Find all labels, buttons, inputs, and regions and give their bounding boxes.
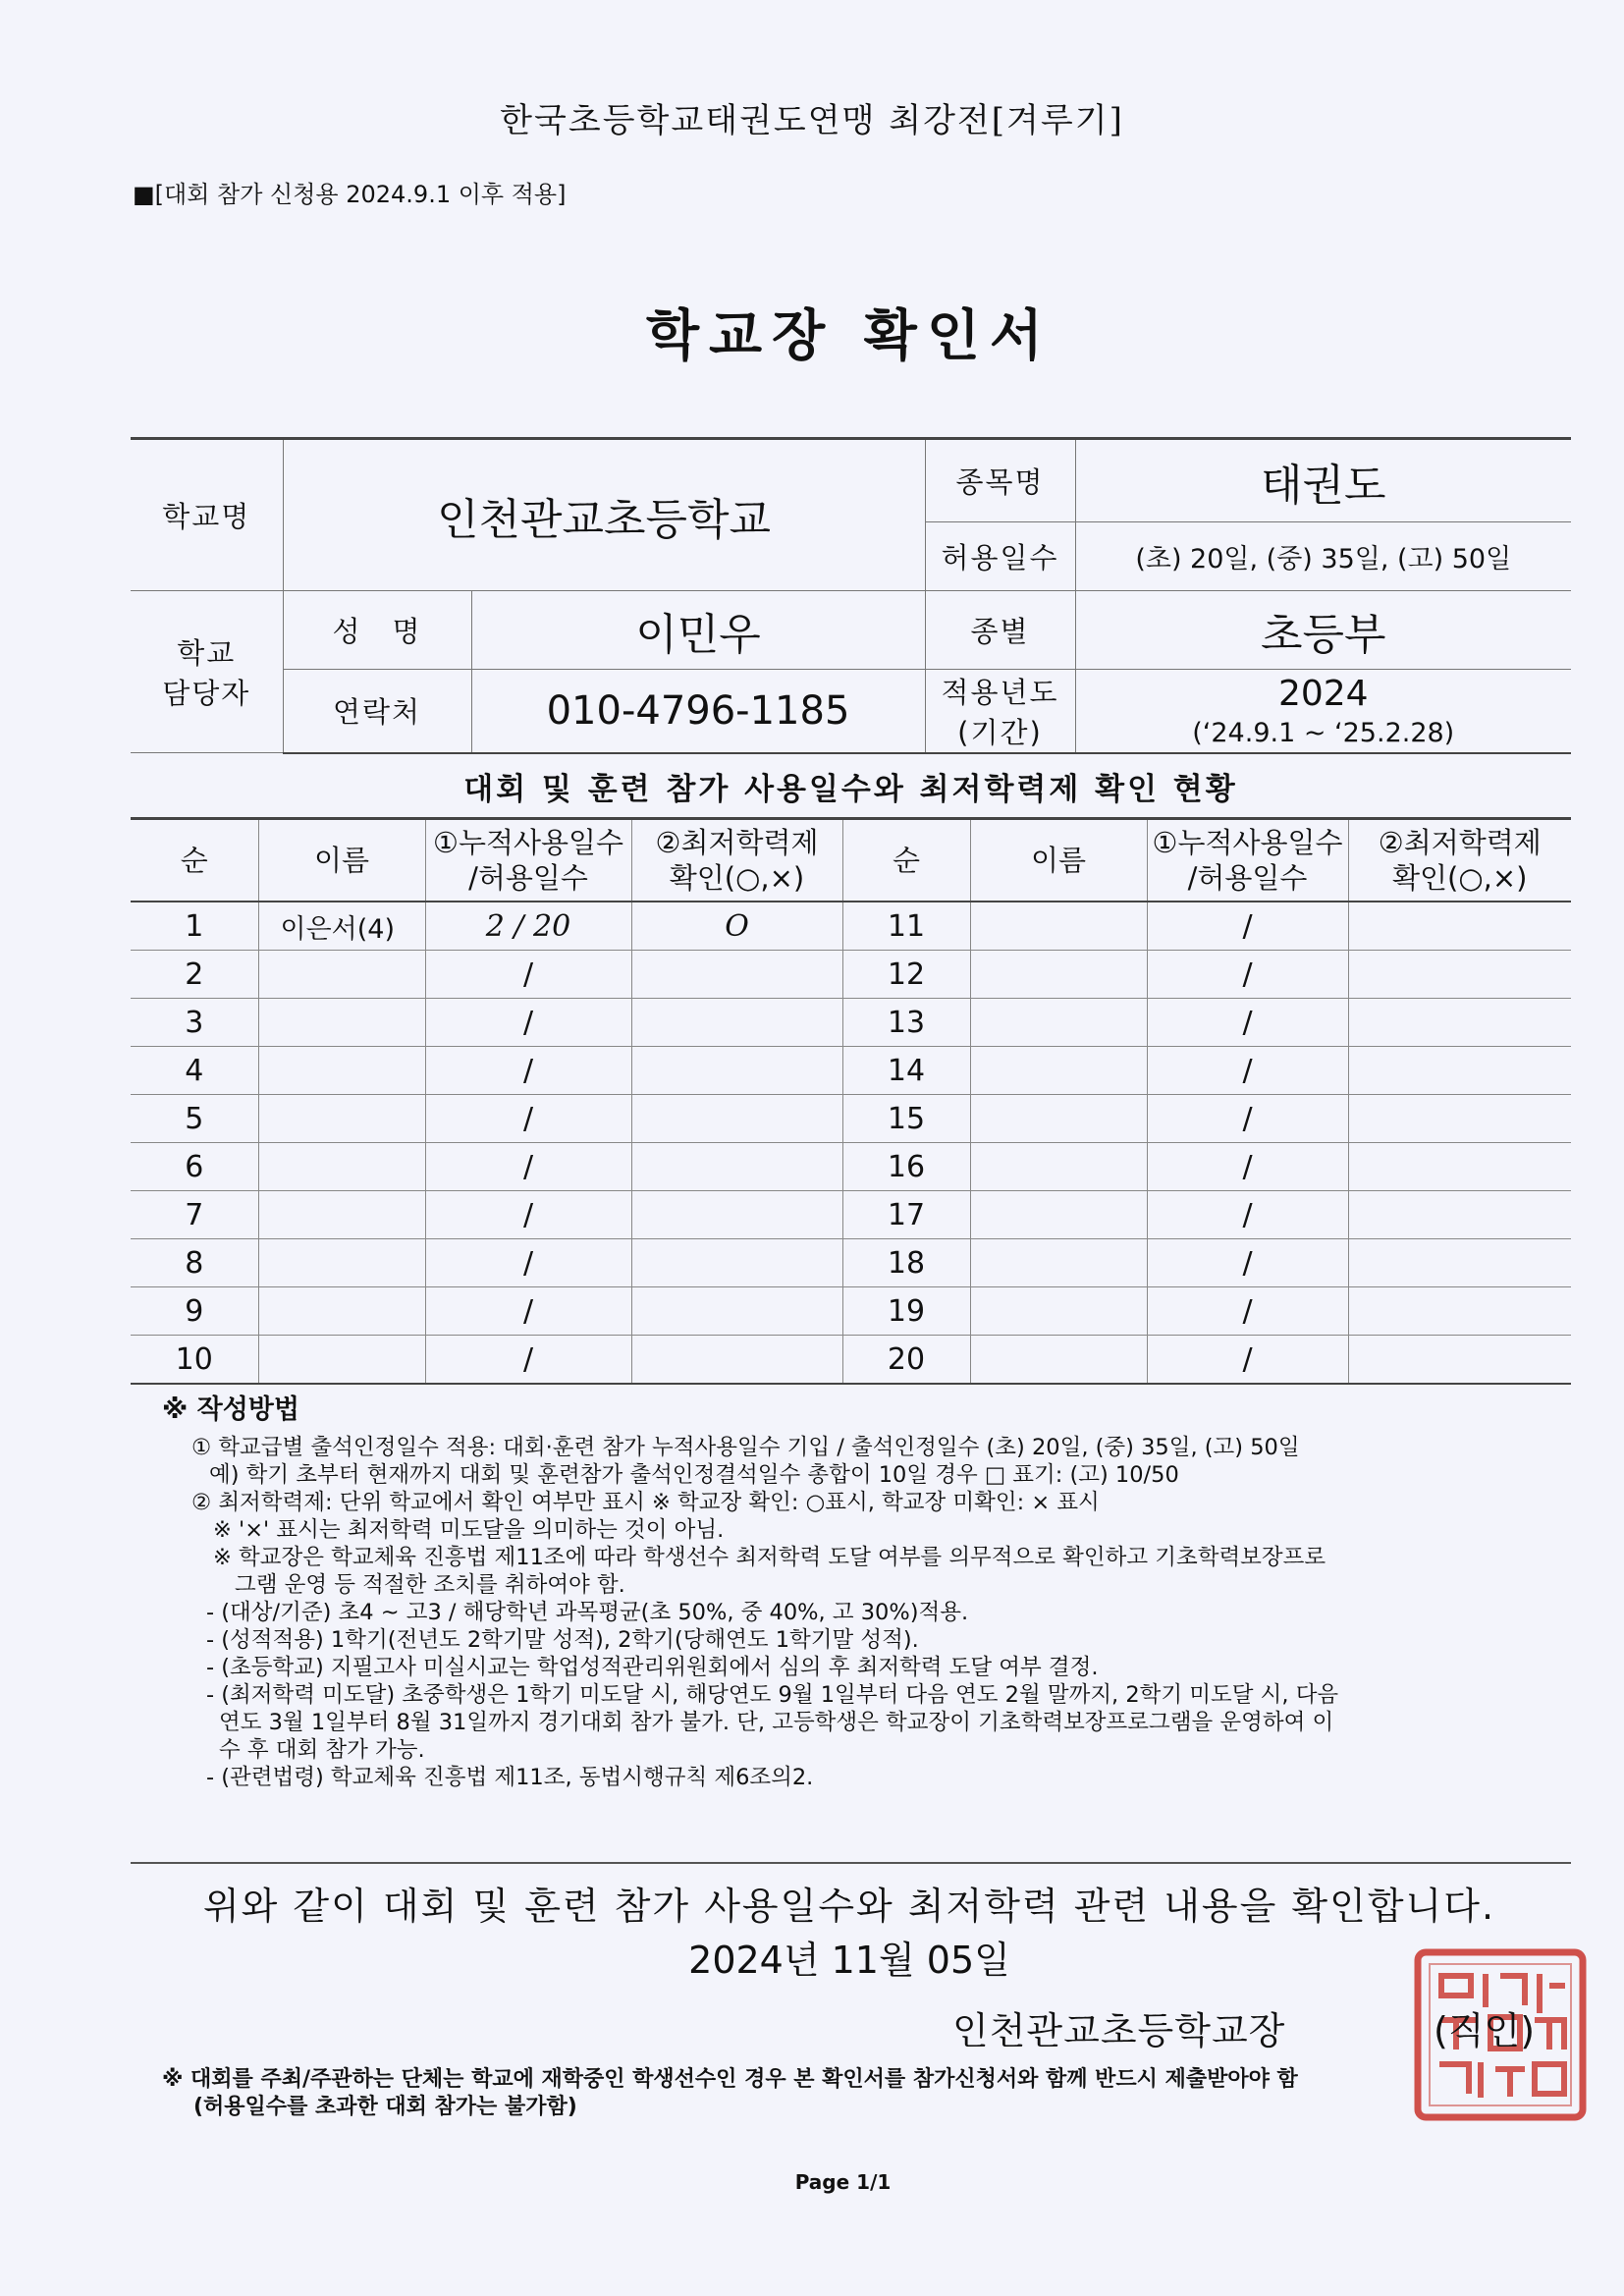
instruction-line: - (관련법령) 학교체육 진흥법 제11조, 동법시행규칙 제6조의2. — [206, 1765, 814, 1790]
student-name — [970, 1336, 1147, 1385]
footnote-line1: ※ 대회를 주최/주관하는 단체는 학교에 재학중인 학생선수인 경우 본 확인서를 참가신청서와 함께 반드시 제출받아야 함 — [162, 2067, 1298, 2092]
row-number: 2 — [131, 951, 258, 999]
instructions — [162, 1396, 1537, 1791]
academic-check — [631, 1191, 842, 1239]
student-name — [258, 1143, 425, 1191]
instruction-line: 예) 학기 초부터 현재까지 대회 및 훈련참가 출석인정결석일수 총합이 10일 경우 □ 표기: (고) 10/50 — [209, 1462, 1179, 1488]
header-usage-line2: /허용일수 — [1187, 861, 1308, 895]
event-value: 태권도 — [1075, 439, 1571, 522]
usage-days: / — [425, 951, 631, 999]
instruction-line: 수 후 대회 참가 가능. — [219, 1737, 425, 1763]
student-name — [258, 1191, 425, 1239]
student-name — [258, 999, 425, 1047]
student-name — [258, 1336, 425, 1385]
academic-check — [1348, 1287, 1571, 1336]
academic-check — [1348, 1336, 1571, 1385]
document-title: 학교장 확인서 — [645, 304, 1054, 368]
section-title: 대회 및 훈련 참가 사용일수와 최저학력제 확인 현황 — [463, 772, 1238, 807]
instruction-line: ※ '×' 표시는 최저학력 미도달을 의미하는 것이 아님. — [213, 1517, 725, 1543]
allowed-days-label: 허용일수 — [925, 522, 1075, 591]
usage-days: / — [1147, 1239, 1348, 1287]
header-check-left — [631, 819, 842, 902]
table-row — [131, 1336, 1571, 1385]
row-number: 19 — [842, 1287, 970, 1336]
instruction-line: - (초등학교) 지필고사 미실시교는 학업성적관리위원회에서 심의 후 최저학력 도달 여부 결정. — [206, 1655, 1099, 1680]
row-number: 9 — [131, 1287, 258, 1336]
manager-label-line2: 담당자 — [162, 677, 251, 710]
header-check-line1: ②최저학력제 — [655, 825, 819, 859]
row-number: 17 — [842, 1191, 970, 1239]
manager-name-label: 성 명 — [283, 591, 471, 670]
usage-table-body — [131, 902, 1571, 1384]
usage-days: / — [1147, 1191, 1348, 1239]
academic-check — [631, 999, 842, 1047]
footnote — [162, 2066, 1576, 2121]
instruction-line: ※ 학교장은 학교체육 진흥법 제11조에 따라 학생선수 최저학력 도달 여부를 의무적으로 확인하고 기초학력보장프로 — [213, 1545, 1326, 1570]
row-number: 14 — [842, 1047, 970, 1095]
header-name-right: 이름 — [970, 819, 1147, 902]
row-number: 7 — [131, 1191, 258, 1239]
row-number: 5 — [131, 1095, 258, 1143]
academic-check — [631, 1336, 842, 1385]
student-name — [970, 1287, 1147, 1336]
instruction-line: 그램 운영 등 적절한 조치를 취하여야 함. — [235, 1572, 625, 1598]
confirmation-statement: 위와 같이 대회 및 훈련 참가 사용일수와 최저학력 관련 내용을 확인합니다. — [202, 1885, 1496, 1928]
academic-check — [631, 1287, 842, 1336]
row-number: 6 — [131, 1143, 258, 1191]
row-number: 1 — [131, 902, 258, 951]
row-number: 11 — [842, 902, 970, 951]
academic-check — [1348, 902, 1571, 951]
row-number: 10 — [131, 1336, 258, 1385]
student-name — [970, 1143, 1147, 1191]
academic-check — [1348, 1047, 1571, 1095]
student-name — [258, 1095, 425, 1143]
year-label — [925, 670, 1075, 753]
row-number: 15 — [842, 1095, 970, 1143]
header-no-left: 순 — [131, 819, 258, 902]
table-row — [131, 1191, 1571, 1239]
header-check-line2: 확인(○,×) — [669, 861, 805, 895]
usage-days: / — [425, 1191, 631, 1239]
usage-days: / — [1147, 951, 1348, 999]
student-name — [970, 1239, 1147, 1287]
school-info-table — [131, 437, 1571, 754]
academic-check — [631, 951, 842, 999]
usage-days: / — [425, 1239, 631, 1287]
usage-days: / — [1147, 1047, 1348, 1095]
student-name — [258, 1287, 425, 1336]
academic-check — [1348, 999, 1571, 1047]
header-check-line1: ②최저학력제 — [1378, 825, 1542, 859]
student-name — [970, 1047, 1147, 1095]
student-name — [970, 1095, 1147, 1143]
row-number: 16 — [842, 1143, 970, 1191]
academic-check — [1348, 1095, 1571, 1143]
school-manager-label — [131, 591, 283, 753]
header-usage-right — [1147, 819, 1348, 902]
student-name — [970, 902, 1147, 951]
table-row — [131, 1095, 1571, 1143]
usage-days: / — [1147, 999, 1348, 1047]
page-number: Page 1/1 — [794, 2170, 892, 2194]
student-name — [258, 1239, 425, 1287]
event-label: 종목명 — [925, 439, 1075, 522]
academic-check — [631, 1095, 842, 1143]
student-name — [970, 951, 1147, 999]
row-number: 20 — [842, 1336, 970, 1385]
contact-value: 010-4796-1185 — [471, 670, 925, 753]
year-label-line1: 적용년도 — [941, 675, 1059, 709]
table-row — [131, 902, 1571, 951]
usage-days: / — [425, 1095, 631, 1143]
usage-days: / — [425, 1336, 631, 1385]
allowed-days-value: (초) 20일, (중) 35일, (고) 50일 — [1075, 522, 1571, 591]
year-cell — [1075, 670, 1571, 753]
student-name — [970, 999, 1147, 1047]
header-usage-left — [425, 819, 631, 902]
row-number: 18 — [842, 1239, 970, 1287]
manager-name-value: 이민우 — [471, 591, 925, 670]
footnote-line2: (허용일수를 초과한 대회 참가는 불가함) — [193, 2095, 577, 2119]
instruction-line: 연도 3월 1일부터 8월 31일까지 경기대회 참가 불가. 단, 고등학생은 학교장이 기초학력보장프로그램을 운영하여 이 — [219, 1710, 1334, 1735]
usage-days: / — [425, 1143, 631, 1191]
header-check-right — [1348, 819, 1571, 902]
instruction-line: - (최저학력 미도달) 초중학생은 1학기 미도달 시, 해당연도 9월 1일부터 다음 연도 2월 말까지, 2학기 미도달 시, 다음 — [206, 1682, 1339, 1708]
student-name: 이은서(4) — [258, 902, 425, 951]
row-number: 4 — [131, 1047, 258, 1095]
row-number: 8 — [131, 1239, 258, 1287]
academic-check — [1348, 1143, 1571, 1191]
header-no-right: 순 — [842, 819, 970, 902]
table-row — [131, 1047, 1571, 1095]
table-row — [131, 1239, 1571, 1287]
instruction-line: ② 최저학력제: 단위 학교에서 확인 여부만 표시 ※ 학교장 확인: ○표시, 학교장 미확인: × 표시 — [191, 1490, 1100, 1515]
header-name-left: 이름 — [258, 819, 425, 902]
usage-days: / — [1147, 1336, 1348, 1385]
principal-name: 인천관교초등학교장 — [952, 2009, 1286, 2052]
year-value: 2024 — [1277, 673, 1369, 714]
instruction-line: ① 학교급별 출석인정일수 적용: 대회·훈련 참가 누적사용일수 기입 / 출석인정일수 (초) 20일, (중) 35일, (고) 50일 — [191, 1435, 1300, 1460]
header-usage-line1: ①누적사용일수 — [1152, 825, 1343, 859]
manager-label-line1: 학교 — [177, 636, 237, 670]
row-number: 12 — [842, 951, 970, 999]
contact-label: 연락처 — [283, 670, 471, 753]
usage-days: / — [1147, 1143, 1348, 1191]
student-name — [970, 1191, 1147, 1239]
table-row — [131, 999, 1571, 1047]
usage-table — [131, 817, 1571, 1385]
school-name-label: 학교명 — [131, 439, 283, 591]
academic-check — [1348, 951, 1571, 999]
instruction-line: - (대상/기준) 초4 ~ 고3 / 해당학년 과목평균(초 50%, 중 40%, 고 30%)적용. — [206, 1600, 969, 1625]
usage-days: / — [425, 1047, 631, 1095]
org-header: 한국초등학교태권도연맹 최강전[겨루기] — [500, 101, 1124, 140]
instruction-line: - (성적적용) 1학기(전년도 2학기말 성적), 2학기(당해연도 1학기말 성적). — [206, 1627, 919, 1653]
student-name — [258, 1047, 425, 1095]
category-value: 초등부 — [1075, 591, 1571, 670]
table-row — [131, 1287, 1571, 1336]
category-label: 종별 — [925, 591, 1075, 670]
separator-line — [131, 1862, 1571, 1864]
header-usage-line2: /허용일수 — [468, 861, 588, 895]
seal-label: (직인) — [1434, 2009, 1536, 2052]
academic-check — [631, 1143, 842, 1191]
row-number: 3 — [131, 999, 258, 1047]
instructions-title: ※ 작성방법 — [162, 1394, 299, 1425]
usage-days: / — [1147, 902, 1348, 951]
student-name — [258, 951, 425, 999]
academic-check — [631, 1239, 842, 1287]
usage-days: / — [425, 1287, 631, 1336]
year-label-line2: (기간) — [957, 715, 1043, 749]
form-note: ■[대회 참가 신청용 2024.9.1 이후 적용] — [133, 181, 567, 208]
usage-days: / — [1147, 1287, 1348, 1336]
usage-days: / — [1147, 1095, 1348, 1143]
usage-days: / — [425, 999, 631, 1047]
table-row — [131, 951, 1571, 999]
academic-check — [1348, 1239, 1571, 1287]
academic-check: O — [631, 902, 842, 951]
school-name-value: 인천관교초등학교 — [283, 439, 925, 591]
header-check-line2: 확인(○,×) — [1392, 861, 1528, 895]
row-number: 13 — [842, 999, 970, 1047]
header-usage-line1: ①누적사용일수 — [432, 825, 624, 859]
academic-check — [631, 1047, 842, 1095]
year-period: (‘24.9.1 ~ ‘25.2.28) — [1192, 717, 1455, 748]
usage-days: 2 / 20 — [425, 902, 631, 951]
confirmation-date: 2024년 11월 05일 — [688, 1939, 1010, 1982]
academic-check — [1348, 1191, 1571, 1239]
usage-table-header — [131, 819, 1571, 902]
table-row — [131, 1143, 1571, 1191]
